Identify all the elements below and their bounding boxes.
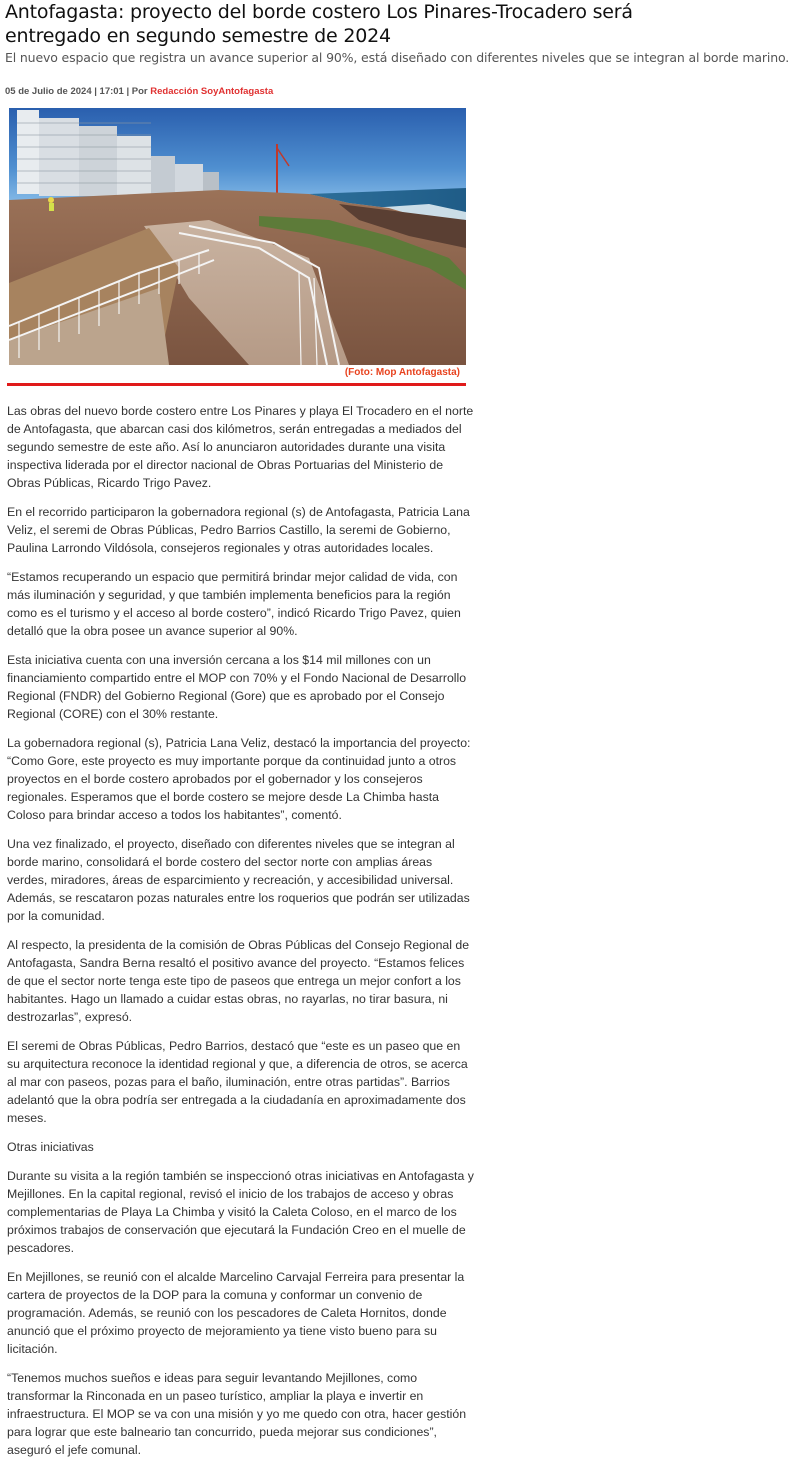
- article-paragraph: “Estamos recuperando un espacio que permitirá brindar mejor calidad de vida, con más iluminación y seguridad, y que también implementa beneficios para la región como es el turismo y el acceso al borde costero”, indicó Ricardo Trigo Pavez, quien detalló que la obra posee un avance superior al 90%.: [7, 570, 461, 638]
- article-subtitle: El nuevo espacio que registra un avance superior al 90%, está diseñado con diferentes niveles que se integran al borde marino.: [5, 50, 789, 65]
- article-paragraph: La gobernadora regional (s), Patricia Lana Veliz, destacó la importancia del proyecto: “Como Gore, este proyecto es muy importante porque da continuidad junto a otros proyectos en el borde costero aprobados por el gobernador y los consejeros regionales. Esperamos que el borde costero se mejore desde La Chimba hasta Coloso para brindar acceso a todos los habitantes”, comentó.: [7, 736, 471, 822]
- article-headline: Antofagasta: proyecto del borde costero Los Pinares-Trocadero será entregado en segundo semestre de 2024: [5, 1, 633, 47]
- byline-date: 05 de Julio de 2024 | 17:01 | Por: [5, 86, 151, 97]
- article-paragraph: Durante su visita a la región también se inspeccionó otras iniciativas en Antofagasta y Mejillones. En la capital regional, revisó el inicio de los trabajos de acceso y obras complementarias de Playa La Chimba y visitó la Caleta Coloso, en el marco de los próximos trabajos de conservación que ejecutará la Fundación Creo en el muelle de pescadores.: [7, 1169, 474, 1255]
- article-paragraph: El seremi de Obras Públicas, Pedro Barrios, destacó que “este es un paseo que en su arquitectura reconoce la identidad regional y que, a diferencia de otros, se acerca al mar con paseos, pozas para el baño, iluminación, entre otras partidas”. Barrios adelantó que la obra podría ser entregada a la ciudadanía en aproximadamente dos meses.: [7, 1039, 468, 1125]
- article-photo: [9, 108, 466, 365]
- section-heading: Otras iniciativas: [7, 1140, 94, 1154]
- article-paragraph: Esta iniciativa cuenta con una inversión cercana a los $14 mil millones con un financiamiento compartido entre el MOP con 70% y el Fondo Nacional de Desarrollo Regional (FNDR) del Gobierno Regional (Gore) que es aprobado por el Consejo Regional (CORE) con el 30% restante.: [7, 653, 467, 721]
- article-byline: [5, 86, 273, 97]
- article-body: [7, 402, 475, 1470]
- article-paragraph: “Tenemos muchos sueños e ideas para seguir levantando Mejillones, como transformar la Rinconada en un paseo turístico, ampliar la playa e invertir en infraestructura. El MOP se va con una misión y yo me quedo con otra, hacer gestión para lograr que este balneario tan concurrido, pueda mejorar sus condiciones”, aseguró el jefe comunal.: [7, 1371, 467, 1457]
- article-paragraph: Al respecto, la presidenta de la comisión de Obras Públicas del Consejo Regional de Antofagasta, Sandra Berna resaltó el positivo avance del proyecto. “Estamos felices de que el sector norte tenga este tipo de paseos que entrega un mejor confort a los habitantes. Hago un llamado a cuidar estas obras, no rayarlas, no tirar basura, ni destrozarlas”, expresó.: [7, 938, 470, 1024]
- article-paragraph: En Mejillones, se reunió con el alcalde Marcelino Carvajal Ferreira para presentar la cartera de proyectos de la DOP para la comuna y conformar un convenio de programación. Además, se reunió con los pescadores de Caleta Hornitos, donde anunció que el próximo proyecto de mejoramiento ya tiene visto bueno para su licitación.: [7, 1270, 465, 1356]
- photo-caption: (Foto: Mop Antofagasta): [344, 367, 460, 378]
- byline-author-link[interactable]: Redacción SoyAntofagasta: [150, 86, 274, 97]
- article-paragraph: Una vez finalizado, el proyecto, diseñado con diferentes niveles que se integran al borde marino, consolidará el borde costero del sector norte con amplias áreas verdes, miradores, áreas de esparcimiento y recreación, y accesibilidad universal. Además, se rescataron pozas naturales entre los roquerios que podrán ser utilizadas por la comunidad.: [7, 837, 470, 923]
- article-paragraph: Las obras del nuevo borde costero entre Los Pinares y playa El Trocadero en el norte de Antofagasta, que abarcan casi dos kilómetros, serán entregadas a mediados del segundo semestre de este año. Así lo anunciaron autoridades durante una visita inspectiva liderada por el director nacional de Obras Portuarias del Ministerio de Obras Públicas, Ricardo Trigo Pavez.: [7, 404, 474, 490]
- article-figure: [7, 108, 466, 386]
- article-paragraph: En el recorrido participaron la gobernadora regional (s) de Antofagasta, Patricia Lana Veliz, el seremi de Obras Públicas, Pedro Barrios Castillo, la seremi de Gobierno, Paulina Larrondo Vildósola, consejeros regionales y otras autoridades locales.: [7, 505, 470, 555]
